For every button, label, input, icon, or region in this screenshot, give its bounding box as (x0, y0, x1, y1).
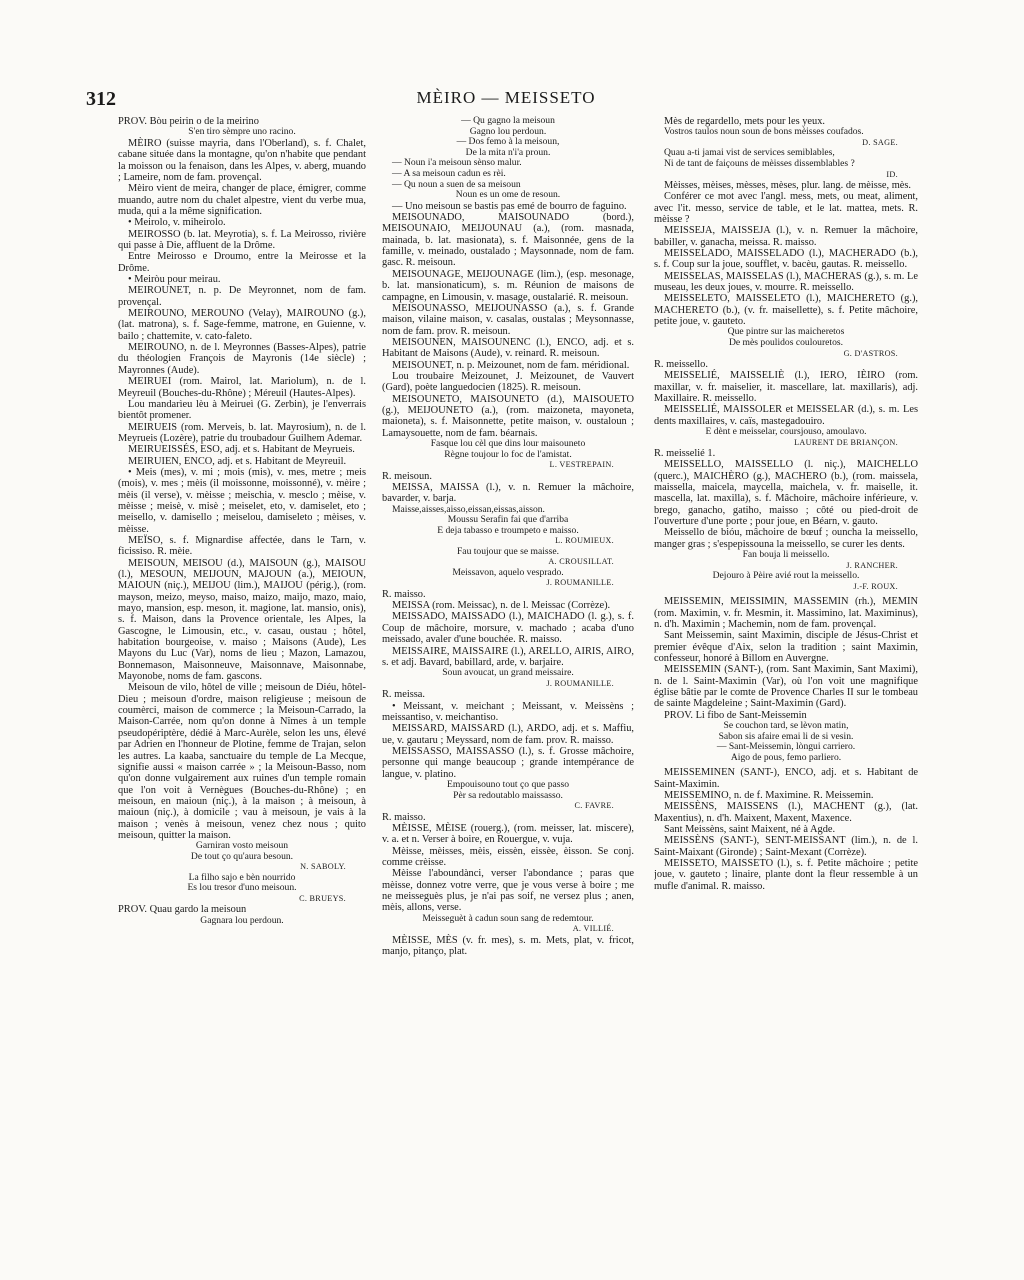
page-header (86, 88, 926, 112)
entry-paragraph: Meissello de bióu, mâchoire de bœuf ; ouncha la meissello, manger gras ; s'espepissouna la meissello, se curer les dents. (654, 527, 918, 550)
quotation-line: Fasque lou cèl que dins lour maisouneto (430, 437, 586, 449)
entry-paragraph: MEIRUEISSÉS, ESO, adj. et s. Habitant de Meyrueis. (128, 444, 355, 456)
entry-paragraph: Mèiro vient de meira, changer de place, émigrer, comme muando, autre nom du chalet alpestre, vient du verbe mua, muda, qui a la même signification. (118, 183, 366, 217)
quotation-attribution: C. BRUEYS. (299, 894, 346, 904)
quotation-line: Pèr sa redoutablo maissasso. (453, 789, 563, 801)
quotation-line: Dejouro à Pèire avié rout la meissello. (712, 570, 860, 582)
quotation-line: La filho sajo e bèn nourrido (188, 871, 296, 883)
entry-paragraph: Lou troubaire Meizounet, J. Meizounet, de Vauvert (Gard), poète languedocien (1825). R. meisoun. (382, 370, 634, 394)
entry-paragraph: MEISOUNETO, MAISOUNETO (d.), MAISOUETO (g.), MEIJOUNETO (a.), (rom. maizoneta, mayoneta, maioneta), s. f. Maisonnette, petite maison, v. oustaloun ; Lamaysouette, nom de fam. béarnais. (382, 393, 634, 439)
entry-paragraph: MEISSEJA, MAISSEJA (l.), v. n. Remuer la mâchoire, babiller, v. ganacha, meissa. R. maisso. (654, 225, 918, 248)
quotation-attribution: J. RANCHER. (846, 560, 898, 570)
quotation-line: Meissavon, aquelo vesprado. (452, 566, 564, 578)
entry-paragraph: MEISSA, MAISSA (l.), v. n. Remuer la mâchoire, bavarder, v. barja. (382, 481, 634, 505)
quotation-attribution: LAURENT DE BRIANÇON. (794, 437, 898, 447)
entry-paragraph: MEISSEMINO, n. de f. Maximine. R. Meissemin. (664, 790, 874, 801)
quotation-line: — Qu gagno la meisoun (461, 116, 555, 126)
running-head: MÈIRO — MEISSETO (416, 88, 596, 107)
entry-paragraph: R. maisso. (382, 811, 426, 823)
entry-paragraph: Mèisse, mèisses, mèis, eissèn, eissèe, èisson. Se conj. comme crèisse. (382, 845, 634, 868)
entry-paragraph: Sant Meissemin, saint Maximin, disciple de Jésus-Christ et premier évêque d'Aix, selon la tradition ; saint Maximin, confesseur, honoré à Billom en Auvergne. (654, 630, 918, 664)
quotation-line: De mès poulidos coulouretos. (728, 337, 844, 348)
entry-paragraph: MEISOUN, MEISOU (d.), MAISOUN (g.), MAISOU (l.), MESOUN, MEIJOUN, MAJOUN (a.), MEIOUN, MAIOUN (niç.), MEIJOU (lim.), MAIJOU (périg.), (rom. mayson, meizo, meyso, maiso, maizo, maijo, mazo, maio, mayo, mansion, esp. meson, it. magione, lat. mansio, onis), s. f. Maison, dans la Provence orientale, les Alpes, la Gascogne, le Limousin, etc., v. casau, oustau ; hôtel, habitation bourgeoise, v. maiso ; Maisons (Aude), Les Mayons du Luc (Var), noms de lieu ; Mazon, Lamazou, Bonnemason, Maisonneuve, Maisonnave, Maisonnabe, Mayonobe, noms de fam. gascons. (118, 557, 366, 683)
dictionary-column-1 (118, 116, 366, 1206)
entry-paragraph: MEISSÈNS (SANT-), SENT-MEISSANT (lim.), n. de l. Saint-Maixant (Gironde) ; Saint-Mexant (Corrèze). (654, 835, 918, 858)
quotation-line: E deja tabasso e troumpeto e maisso. (437, 524, 579, 536)
quotation-line: Garniran vosto meisoun (195, 840, 289, 852)
quotation-attribution: J. ROUMANILLE. (546, 578, 614, 588)
quotation-line: Soun avoucat, un grand meissaire. (442, 667, 574, 679)
quotation-line: Gagnara lou perdoun. (200, 914, 284, 926)
entry-paragraph: PROV. Quau gardo la meisoun (118, 904, 247, 916)
quotation-attribution: A. VILLIÉ. (572, 924, 614, 934)
entry-paragraph: • Meiròu pour meirau. (128, 274, 221, 286)
quotation-line: Meisseguèt à cadun soun sang de redemtour. (422, 912, 594, 924)
quotation-line: S'en tiro sèmpre uno racino. (188, 126, 296, 138)
quotation-line: — Sant-Meissemin, lòngui carriero. (716, 741, 856, 753)
entry-paragraph: PROV. Bòu peirin o de la meirino (118, 116, 259, 127)
quotation-attribution: J. ROUMANILLE. (546, 678, 614, 688)
entry-paragraph: MEIROSSO (b. lat. Meyrotia), s. f. La Meirosso, rivière qui passe à Die, affluent de la Drôme. (118, 228, 366, 252)
entry-paragraph: MEISSÈNS, MAISSENS (l.), MACHENT (g.), (lat. Maxentius), n. d'h. Maixent, Maxent, Maxence. (654, 801, 918, 824)
quotation-line: Sabon sis afaire emai li de si vesin. (718, 730, 854, 742)
quotation-attribution: J.-F. ROUX. (853, 581, 898, 591)
quotation-line: Empouisouno tout ço que passo (446, 778, 570, 790)
entry-paragraph: MEIRUEIS (rom. Merveis, b. lat. Mayrosium), n. de l. Meyrueis (Lozère), patrie du troubadour Guilhem Ademar. (118, 421, 366, 444)
entry-paragraph: MEISSA (rom. Meissac), n. de l. Meissac (Corrèze). (392, 600, 611, 612)
quotation-attribution: ID. (886, 169, 898, 179)
quotation-line: Quau a-ti jamai vist de services semiblables, (664, 147, 835, 159)
quotation-line: Vostros taulos noun soun de bons mèisses coufados. (664, 126, 864, 138)
entry-paragraph: — Uno meisoun se bastis pas emé de bourro de faguino. (392, 200, 627, 212)
quotation-line: Aigo de pous, femo parliero. (730, 751, 842, 763)
entry-paragraph: MEISSARD, MAISSARD (l.), ARDO, adj. et s. Maffiu, ue, v. gautaru ; Meyssard, nom de fam. prov. R. maisso. (382, 723, 634, 746)
entry-paragraph: MEISSEMINEN (SANT-), ENCO, adj. et s. Habitant de Saint-Maximin. (654, 767, 918, 790)
quotation-line: Que pintre sur las maicheretos (727, 326, 845, 338)
entry-paragraph: MEISSETO, MAISSETO (l.), s. f. Petite mâchoire ; petite joue, v. gauteto ; linaire, plante dont la fleur ressemble à un mufle d'animal. R. maisso. (654, 858, 918, 892)
quotation-line: Ni de tant de faiçouns de mèisses dissemblables ? (664, 157, 855, 169)
entry-paragraph: MEISOUNAGE, MEIJOUNAGE (lim.), (esp. mesonage, b. lat. mansionaticum), s. m. Réunion de maisons de campagne, en Limousin, v. masage, oustalarié. R. meisoun. (382, 268, 634, 303)
entry-paragraph: MEISSELIÉ, MAISSELIÈ (l.), IERO, IÈIRO (rom. maxillar, v. fr. maiselier, it. mascellare, lat. maxillaris), adj. Maxillaire. R. meissello. (654, 370, 918, 405)
quotation-line: De la mita n'i'a proun. (465, 146, 551, 158)
entry-paragraph: MEISSELIÉ, MAISSOLER et MEISSELAR (d.), s. m. Les dents maxillaires, v. caïs, mastegadouiro. (654, 404, 918, 427)
quotation-line: — Noun i'a meisoun sènso malur. (392, 157, 522, 169)
quotation-line: Gagno lou perdoun. (469, 125, 547, 137)
quotation-attribution: L. ROUMIEUX. (555, 536, 614, 546)
page-number: 312 (86, 88, 116, 110)
entry-paragraph: R. meisoun. (382, 470, 432, 482)
entry-paragraph: Sant Meissèns, saint Maixent, né à Agde. (664, 824, 836, 836)
quotation-line: Fau toujour que se maisse. (456, 545, 560, 557)
entry-paragraph: MEISOUNADO, MAISOUNADO (bord.), MEISOUNAIO, MEIJOUNAU (a.), (rom. masnada, mainada, b. lat. masionata), s. f. Maisonnée, gens de la famille, v. meinado, oustalado ; Maysonnade, nom de fam. gasc. R. meisoun. (382, 212, 634, 269)
quotation-attribution: L. VESTREPAIN. (549, 460, 614, 470)
dictionary-column-2 (382, 116, 634, 1206)
entry-paragraph: MEISSEMIN (SANT-), (rom. Sant Maximin, Sant Maximi), n. de l. Saint-Maximin (Var), où l'on voit une magnifique église bâtie par le comte de Provence Charles II sur le tombeau de sainte Magdeleine ; Saint-Maximin (Gard). (654, 664, 918, 710)
entry-paragraph: MÈISSE, MÈISE (rouerg.), (rom. meisser, lat. miscere), v. a. et n. Verser à boire, en Rouergue, v. vuja. (382, 822, 634, 846)
entry-paragraph: MEÏSO, s. f. Mignardise affectée, dans le Tarn, v. ficissiso. R. mèie. (118, 534, 366, 558)
entry-paragraph: MEIRUIEN, ENCO, adj. et s. Habitant de Meyreuil. (128, 455, 347, 467)
entry-paragraph: MEISSASSO, MAISSASSO (l.), s. f. Grosse mâchoire, personne qui mange beaucoup ; grande intempérance de langue, v. platino. (382, 745, 634, 780)
quotation-line: Es lou tresor d'uno meisoun. (187, 882, 297, 894)
entry-paragraph: MEISSEMIN, MEISSIMIN, MASSEMIN (rh.), MEMIN (rom. Maximin, v. fr. Mesmin, it. Massimino, lat. Maximinus), n. d'h. Maximin ; Machemin, nom de fam. provençal. (654, 596, 918, 630)
entry-paragraph: MEISOUNEN, MAISOUNENC (l.), ENCO, adj. et s. Habitant de Maisons (Aude), v. reinard. R. meisoun. (382, 336, 634, 360)
quotation-line: Se couchon tard, se lèvon matin, (723, 719, 849, 731)
entry-paragraph: Mèisse l'aboundànci, verser l'abondance ; paras que mèisse, donnez votre verre, que je vous verse à boire ; me ne meisseguès plus, je n'ai pas soif, ne versez plus ; anen, mèis, allons, verse. (382, 868, 634, 914)
entry-paragraph: MÈIRO (suisse mayria, dans l'Oberland), s. f. Chalet, cabane située dans la montagne, qu'on n'habite que pendant la moisson ou la fenaison, dans les Alpes, v. aberg, muando ; Lameire, nom de fam. provençal. (118, 137, 366, 183)
quotation-line: Fan bouja li meissello. (742, 549, 830, 561)
quotation-line: — Qu noun a suen de sa meisoun (392, 178, 521, 190)
quotation-line: Moussu Serafin fai que d'arriba (447, 514, 569, 526)
entry-paragraph: R. meissello. (654, 359, 708, 370)
entry-paragraph: MEIROUNO, MEROUNO (Velay), MAIROUNO (g.), (lat. matrona), s. f. Sage-femme, matrone, en Guienne, v. bailo ; chattemite, v. cato-faleto. (118, 308, 366, 342)
entry-paragraph: Mès de regardello, mets pour les yeux. (664, 116, 826, 127)
quotation-attribution: D. SAGE. (862, 137, 898, 147)
entry-paragraph: Lou mandarìeu lèu à Meirueì (G. Zerbin), je l'enverrais bientôt promener. (118, 398, 366, 422)
quotation-line: E dènt e meisselar, coursjouso, amoulavo. (705, 426, 867, 438)
entry-paragraph: R. meissa. (382, 689, 426, 701)
entry-paragraph: • Meissant, v. meichant ; Meissant, v. Meissèns ; meissantiso, v. meichantiso. (382, 700, 634, 723)
entry-paragraph: MEIROUNO, n. de l. Meyronnes (Basses-Alpes), patrie du théologien François de Mayronis (14e siècle) ; Mayronnes (Aude). (118, 342, 366, 376)
entry-paragraph: MEISSELETO, MAISSELETO (l.), MAICHERETO (g.), MACHERETO (b.), (v. fr. maisellette), s. f. Petite mâchoire, petite joue, v. gauteto. (654, 293, 918, 328)
quotation-line: Noun es un ome de resoun. (455, 189, 561, 201)
quotation-attribution: N. SABOLY. (300, 862, 346, 872)
dictionary-column-3 (654, 116, 918, 1206)
entry-paragraph: Entre Meirosso e Droumo, entre la Meirosse et la Drôme. (118, 251, 366, 274)
entry-paragraph: MEISOUNASSO, MEIJOUNASSO (a.), s. f. Grande maison, vilaine maison, v. casalas, oustalas ; Meysonnasse, nom de fam. prov. R. meisoun. (382, 302, 634, 337)
entry-paragraph: MEISSELLO, MAISSELLO (l. niç.), MAICHELLO (querc.), MAICHÈRO (g.), MACHERO (b.), (rom. maissela, maissella, maicela, maycella, maichela, v. fr. maiselle, it. mascella, lat. maxilla), s. f. Mâchoire, mâchoire inférieure, v. brego, ganacho, gatiho, maisso ; côté ou pied-droit de l'ouverture d'une porte ; pour joue, en Béarn, v. gauto. (654, 459, 918, 528)
quotation-attribution: G. D'ASTROS. (843, 348, 898, 358)
entry-paragraph: • Meirolo, v. miheirolo. (128, 217, 226, 229)
quotation-attribution: C. FAVRE. (574, 801, 614, 811)
quotation-line: — A sa meisoun cadun es rèi. (392, 167, 506, 179)
quotation-attribution: A. CROUSILLAT. (548, 557, 614, 567)
entry-paragraph: Conférer ce mot avec l'angl. mess, mets, ou meat, aliment, avec l'it. messo, service de table, et le lat. mattea, mets. R. mèisse ? (654, 191, 918, 225)
entry-paragraph: PROV. Li fibo de Sant-Meissemin (664, 709, 807, 721)
entry-paragraph: MEIROUNET, n. p. De Meyronnet, nom de fam. provençal. (118, 285, 366, 308)
entry-paragraph: R. maisso. (382, 588, 426, 600)
quotation-line: De tout ço qu'aura besoun. (190, 850, 294, 862)
entry-paragraph: MÈISSE, MÈS (v. fr. mes), s. m. Mets, plat, v. fricot, manjo, pitanço, plat. (382, 934, 634, 957)
entry-paragraph: MEISOUNET, n. p. Meizounet, nom de fam. méridional. (392, 359, 630, 371)
entry-paragraph: Meisoun de vilo, hôtel de ville ; meisoun de Diéu, hôtel-Dieu ; meisoun d'ordre, maison religieuse ; meisoun de coumèrci, maison de commerce ; la Meisoun-Carrado, la Maison-Carrée, nom qu'on donne à Nîmes à un temple pseudopériptère, dédié à Marc-Aurèle, selon les uns, élevé par Adrien en l'honneur de Plotine, femme de Trajan, selon les autres. La kaaba, sanctuaire du temple de La Mecque, signifie aussi « maison carrée » ; la Meisoun-Basso, nom qu'on donne vulgairement aux ruines d'un temple romain que l'on voit à Vernègues (Bouches-du-Rhône) ; en meisoun, en maioun (niç.), à la maison ; à meisoun, à maioun (niç.), à domicile ; vau à meisoun, je vais à la maison ; venès à meisoun, venez chez nous ; quito meisoun, quitter la maison. (118, 682, 366, 841)
entry-paragraph: R. meisselié 1. (654, 448, 716, 460)
entry-paragraph: • Meis (mes), v. mi ; mois (mis), v. mes, metre ; meis (mois), v. mes ; mèis (il moissonne, moissonné), v. mèire ; mèis (il verse), v. mèisse ; meischia, v. mesclo ; mèise, v. mèisse ; meisè, v. misè ; meiselet, eto, v. damiselet, eto ; meisello, v. damisello ; meiselou, damiseleto ; mèises, v. mèisse. (118, 466, 366, 535)
quotation-line: Maisse,aisses,aisso,eissan,eissas,aisson. (392, 503, 545, 515)
entry-paragraph: MEIRUEI (rom. Mairol, lat. Mariolum), n. de l. Meyreuil (Bouches-du-Rhône) ; Méreuil (Hautes-Alpes). (118, 376, 366, 399)
quotation-line: — Dos femo à la meisoun, (456, 136, 560, 148)
entry-paragraph: MEISSADO, MAISSADO (l.), MAICHADO (l. g.), s. f. Coup de mâchoire, morsure, v. machado ; acaba d'uno meissado, avaler d'une bouchée. R. maisso. (382, 611, 634, 646)
entry-paragraph: MEISSAIRE, MAISSAIRE (l.), ARELLO, AIRIS, AIRO, s. et adj. Bavard, babillard, arde, v. barjaire. (382, 645, 634, 668)
entry-paragraph: MEISSELADO, MAISSELADO (l.), MACHERADO (b.), s. f. Coup sur la joue, soufflet, v. bacèu, gautas. R. meissello. (654, 248, 918, 271)
entry-paragraph: Mèisses, mèises, mèsses, mèses, plur. lang. de mèisse, mès. (664, 179, 912, 191)
entry-paragraph: MEISSELAS, MAISSELAS (l.), MACHERAS (g.), s. m. Le museau, les deux joues, v. mourre. R. meissello. (654, 270, 918, 294)
quotation-line: Règne toujour lo foc de l'amistat. (444, 448, 572, 460)
